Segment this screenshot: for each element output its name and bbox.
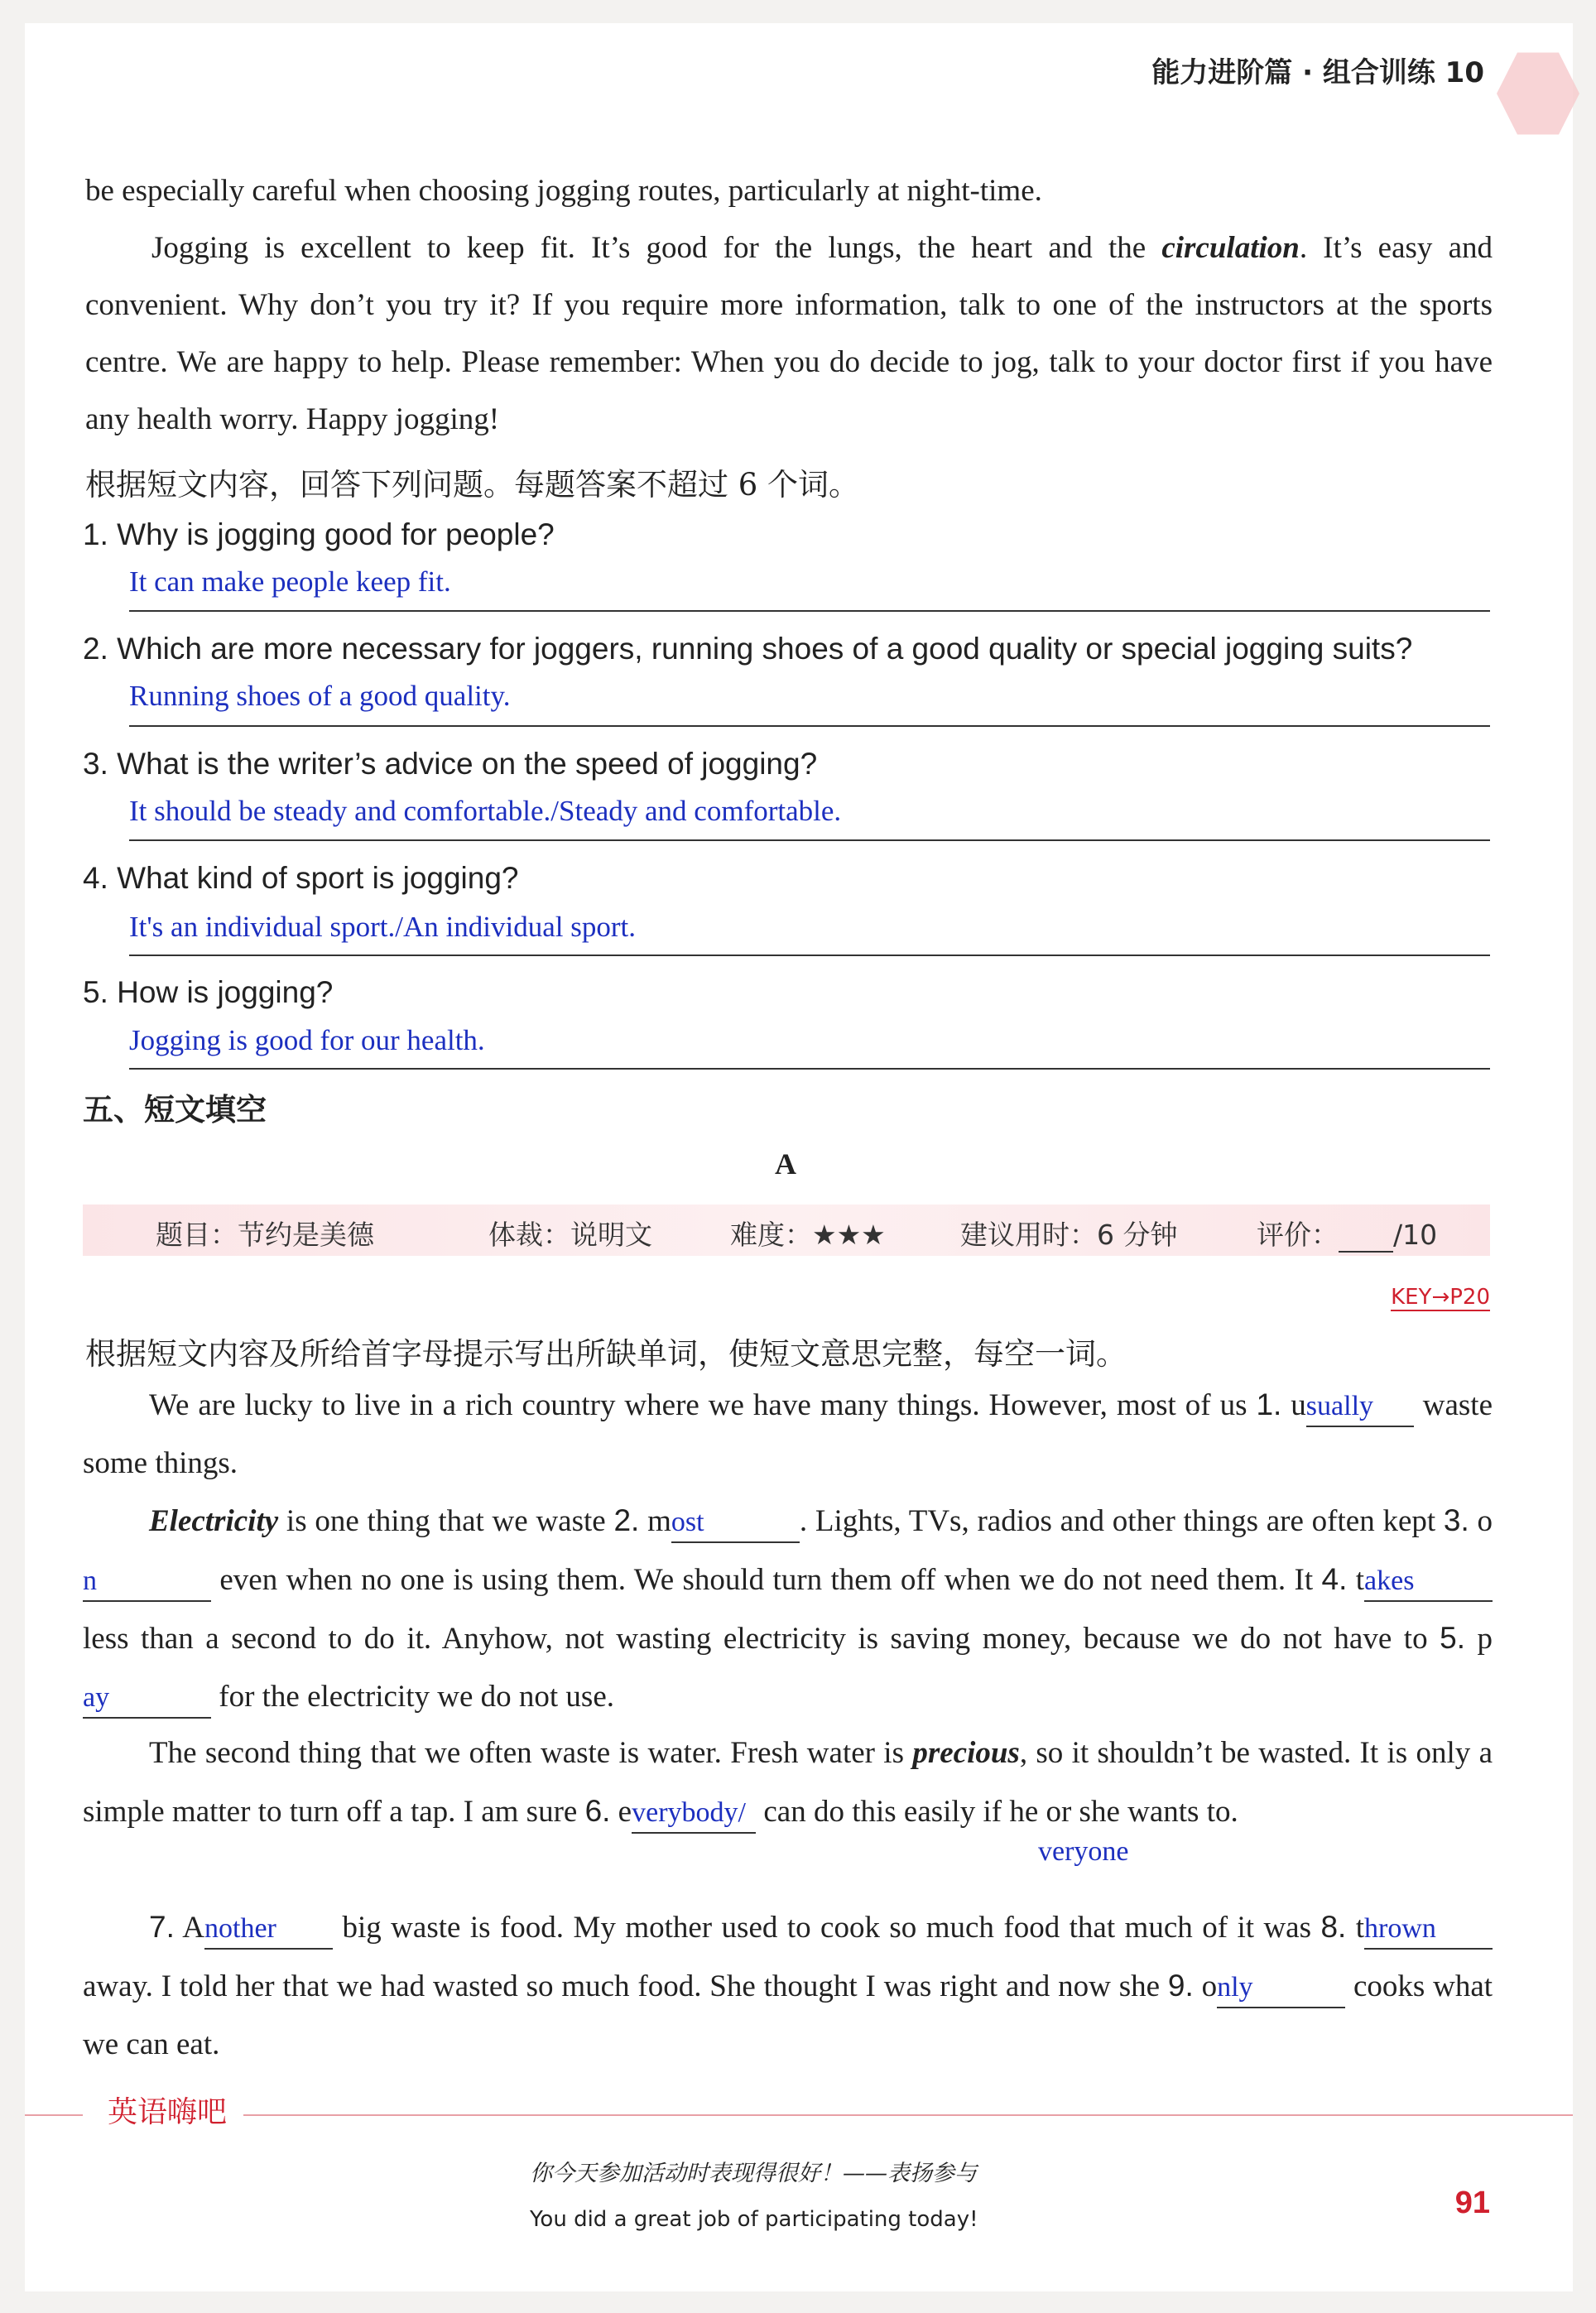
fill-instructions: 根据短文内容及所给首字母提示写出所缺单词，使短文意思完整，每空一词。	[85, 1336, 1127, 1372]
info-genre: 体裁：说明文	[488, 1219, 652, 1251]
footer-praise-en: You did a great job of participating today!	[530, 2207, 978, 2232]
fill-paragraph-2: Electricity is one thing that we waste 2. most . Lights, TVs, radios and other things are often kept 3. on even when no one is using them. We should turn them off when we do not need them. It 4. takes less than a second to do it. Anyhow, not wasting electricity is saving money, because we do not have to 5. pay for the electricity we do not use.	[83, 1492, 1493, 1726]
passage	[85, 162, 1493, 448]
question-instructions: 根据短文内容，回答下列问题。每题答案不超过 6 个词。	[85, 467, 860, 503]
fill-paragraph-1: We are lucky to live in a rich country where we have many things. However, most of us 1. usually waste some things.	[83, 1387, 1493, 1480]
question-1: 1. Why is jogging good for people?	[83, 517, 555, 551]
answer-2[interactable]: Running shoes of a good quality.	[129, 680, 511, 712]
info-difficulty: 难度：★★★	[730, 1219, 886, 1251]
blank-1[interactable]: sually	[1306, 1389, 1414, 1427]
answer-key-reference: KEY→P20	[1391, 1285, 1490, 1310]
header-title: 能力进阶篇 · 组合训练 10	[1151, 56, 1484, 89]
question-4: 4. What kind of sport is jogging?	[83, 861, 519, 895]
passage-emphasis: circulation	[1161, 231, 1300, 265]
blank-5[interactable]: ay	[83, 1681, 211, 1719]
passage-line-1: be especially careful when choosing jogging routes, particularly at night-time.	[85, 174, 1042, 208]
answer-3[interactable]: It should be steady and comfortable./Steady and comfortable.	[129, 795, 842, 827]
score-blank[interactable]	[1339, 1226, 1393, 1253]
info-topic: 题目：节约是美德	[156, 1219, 374, 1251]
passage-paragraph-2: Jogging is excellent to keep fit. It’s good for the lungs, the heart and the circulation. It’s easy and convenient. Why don’t you try it? If you require more information, talk to one of the instructors at the sports centre. We are happy to help. Please remember: When you do decide to jog, talk to your doctor first if you have any health worry. Happy jogging!	[85, 231, 1493, 436]
answer-line-4	[129, 955, 1490, 956]
footer-praise-cn: 你今天参加活动时表现得很好！——表扬参与	[530, 2161, 977, 2186]
blank-2[interactable]: ost	[671, 1505, 800, 1543]
question-3: 3. What is the writer’s advice on the speed of jogging?	[83, 747, 818, 781]
blank-7[interactable]: nother	[204, 1911, 333, 1950]
page-number: 91	[1454, 2186, 1490, 2220]
answer-line-1	[129, 610, 1490, 612]
answer-line-5	[129, 1068, 1490, 1070]
answer-line-2	[129, 725, 1490, 727]
answer-1[interactable]: It can make people keep fit.	[129, 565, 451, 598]
blank-6-continued: veryone	[1038, 1836, 1129, 1867]
answer-5[interactable]: Jogging is good for our health.	[129, 1024, 485, 1056]
answer-line-3	[129, 839, 1490, 841]
footer-label: 英语嗨吧	[83, 2089, 243, 2131]
info-score: 评价： /10	[1257, 1219, 1438, 1251]
footer-divider	[25, 2114, 1573, 2116]
info-bar	[83, 1205, 1490, 1256]
answer-4[interactable]: It's an individual sport./An individual sport.	[129, 911, 636, 943]
blank-3[interactable]: n	[83, 1564, 211, 1602]
question-5: 5. How is jogging?	[83, 975, 334, 1009]
question-2: 2. Which are more necessary for joggers, running shoes of a good quality or special jogging suits?	[83, 632, 1413, 666]
section-title: 五、短文填空	[83, 1092, 267, 1128]
blank-6[interactable]: verybody/	[632, 1796, 756, 1834]
section-subtitle: A	[775, 1147, 796, 1181]
info-time: 建议用时：6 分钟	[960, 1219, 1178, 1251]
fill-paragraph-3: The second thing that we often waste is water. Fresh water is precious, so it shouldn’t be wasted. It is only a simple matter to turn off a tap. I am sure 6. everybody/ can do this easily if he or she wants to.	[83, 1724, 1493, 1841]
blank-8[interactable]: hrown	[1364, 1911, 1493, 1950]
blank-9[interactable]: nly	[1217, 1970, 1345, 2008]
fill-paragraph-4: 7. Another big waste is food. My mother used to cook so much food that much of it was 8. thrown away. I told her that we had wasted so much food. She thought I was right and now she 9. only cooks what we can eat.	[83, 1910, 1493, 2061]
blank-4[interactable]: akes	[1364, 1564, 1493, 1602]
